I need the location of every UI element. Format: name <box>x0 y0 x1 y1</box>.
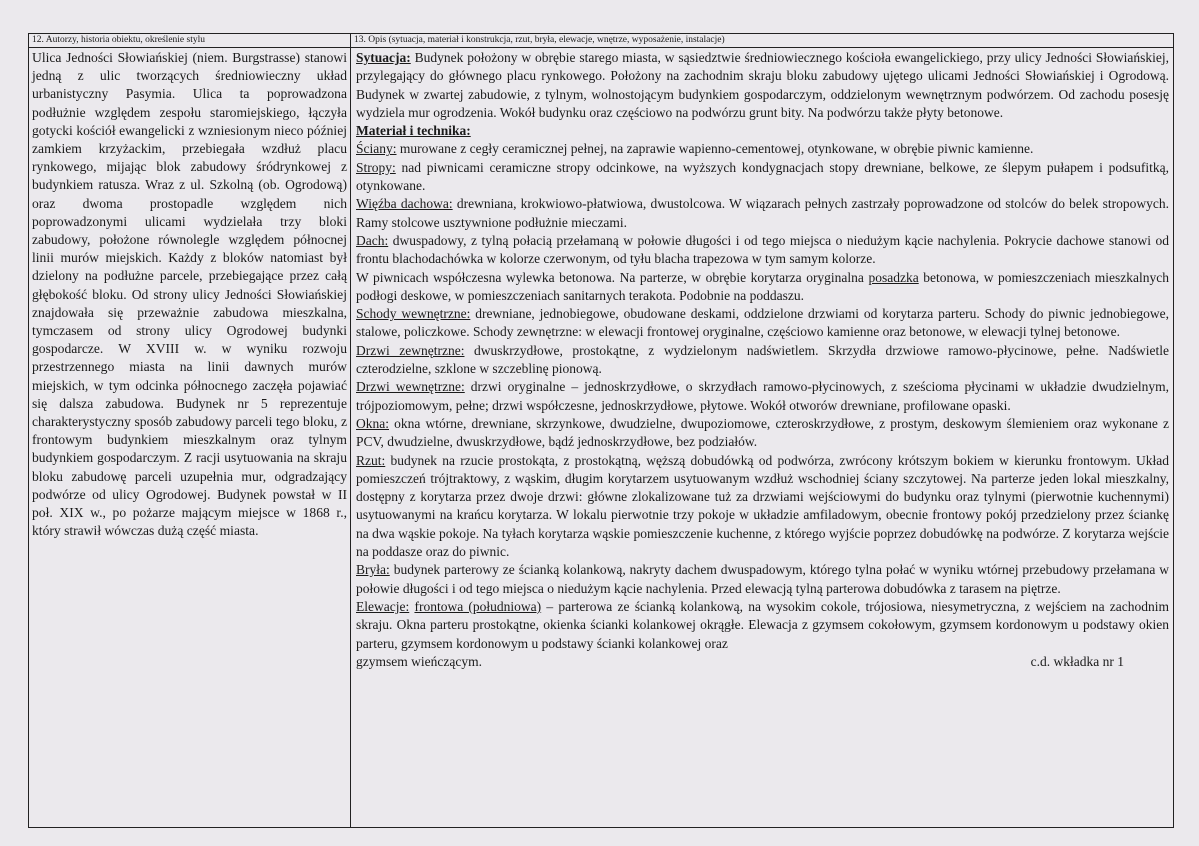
posadzka-label: posadzka <box>868 269 919 285</box>
elewacje-paragraph <box>356 598 1169 653</box>
rzut-text: budynek na rzucie prostokąta, z prostokątną, węższą dobudówką od podwórza, zwrócony krótszym bokiem w kierunku frontowym. Układ pomieszczeń trójtraktowy, z wąskim, długim korytarzem usytuowanym wzdłuż wschodniej ściany szczytowej. Na parterze jeden lokal mieszkalny, dostępny z korytarza przez dwoje drzwi: główne zlokalizowane tuż za drzwiami wejściowymi do budynku oraz tylnymi (pierwotnie kuchennymi) usytuowanymi na krańcu korytarza. W lokalu pierwotnie trzy pokoje w układzie amfiladowym, obecnie frontowy pokój przedzielony przez ściankę na dwa wąskie pokoje. Na tyłach korytarza wąskie pomieszczenie kuchenne, z którego wyjście poprzez dobudówkę na podwórze. Z korytarza wejście na poddasze oraz do piwnic. <box>356 452 1169 560</box>
sciany-label: Ściany: <box>356 141 397 157</box>
wiezba-paragraph <box>356 195 1169 232</box>
drzwi-zew-text: dwuskrzydłowe, prostokątne, z wydzielonym nadświetlem. Skrzydła drzwiowe ramowo-płycinowe, pełne. Nadświetle czterodzielne, szklone w szczeblinę pionową. <box>356 342 1169 377</box>
okna-paragraph <box>356 415 1169 452</box>
history-column <box>29 34 351 827</box>
okna-text: okna wtórne, drewniane, skrzynkowe, dwudzielne, dwupoziomowe, czteroskrzydłowe, z prostym, deskowym ślemieniem oraz wykonane z PCV, dwudzielne, dwuskrzydłowe, bądź jednoskrzydłowe, bez podziałów. <box>356 415 1169 450</box>
drzwi-wew-label: Drzwi wewnętrzne: <box>356 379 465 395</box>
drzwi-zew-paragraph <box>356 342 1169 379</box>
stropy-text: nad piwnicami ceramiczne stropy odcinkowe, na wyższych kondygnacjach stopy drewniane, belkowe, ze ślepym pułapem i podsufitką, otynkowane. <box>356 159 1169 194</box>
elewacje-label: Elewacje: <box>356 598 410 614</box>
history-text: Ulica Jedności Słowiańskiej (niem. Burgstrasse) stanowi jedną z ulic tworzących średniowieczny układ urbanistyczny Pasymia. Ulica ta poprowadzona podłużnie względem zespołu staromiejskiego, łączyła gotycki kościół ewangelicki z wzniesionym nieco później zamkiem krzyżackim, przebiegała wzdłuż placu rynkowego, mijając blok zabudowy śródrynkowej z budynkiem ratusza. Wraz z ul. Szkolną (ob. Ogrodową) oraz dwoma prostopadle względem nich poprowadzonymi ulicami wydzielała trzy bloki zabudowy, położone równolegle względem północnej linii murów miejskich. Każdy z bloków natomiast był dzielony na podłużne parcele, przebiegające przez całą głębokość bloku. Od strony ulicy Jedności Słowiańskiej znajdowała się przeważnie zabudowa mieszkalna, tymczasem od strony ulicy Ogrodowej budynki gospodarcze. W XVIII w. w wyniku rozwoju przestrzennego miasta na linii dawnych murów miejskich, w tym odcinka północnego zaczęła pojawiać się dalsza zabudowa. Budynek nr 5 reprezentuje charakterystyczny sposób zabudowy parceli tego bloku, z frontowym budynkiem mieszkalnym oraz tylnym budynkiem gospodarczym. Z racji usytuowania na skraju bloku zabudowę parceli uzupełnia mur, odgradzający podwórze od ulicy Ogrodowej. Budynek powstał w II poł. XIX w., po pożarze mającym miejsce w 1868 r., który strawił wówczas dużą część miasta. <box>32 50 347 539</box>
dach-paragraph <box>356 232 1169 269</box>
sciany-paragraph <box>356 140 1169 158</box>
posadzka-post: betonowa, w pomieszczeniach mieszkalnych podłogi deskowe, w pomieszczeniach sanitarnych terakota. Podobnie na poddaszu. <box>356 269 1169 303</box>
posadzka-paragraph <box>356 269 1169 306</box>
wiezba-label: Więźba dachowa: <box>356 196 453 212</box>
dach-text: dwuspadowy, z tylną połacią przełamaną w połowie długości i od tego miejsca o niedużym kącie nachylenia. Pokrycie dachowe stanowi od frontu blachodachówka w kolorze czerwonym, od tyłu blacha trapezowa w tym samym kolorze. <box>356 232 1169 267</box>
continued-note: c.d. wkładka nr 1 <box>1030 653 1124 669</box>
bryla-paragraph <box>356 561 1169 598</box>
wiezba-text: drewniana, krokwiowo-płatwiowa, dwustolcowa. W wiązarach pełnych zastrzały poprowadzone od stolców do belek stropowych. Ramy stolcowe usztywnione podłużnie mieczami. <box>356 196 1169 230</box>
bryla-text: budynek parterowy ze ścianką kolankową, nakryty dachem dwuspadowym, którego tylna połać w wyniku wtórnej przebudowy przełamana w połowie długości i od tego miejsca o niedużym kącie nachylenia. Przed elewacją tylną parterowa dobudówka z tarasem na piętrze. <box>356 562 1169 596</box>
form-frame <box>28 33 1174 828</box>
elewacje-last: gzymsem wieńczącym. <box>356 653 482 669</box>
description-column <box>351 34 1173 827</box>
stropy-label: Stropy: <box>356 159 396 175</box>
sytuacja-label: Sytuacja: <box>356 50 411 65</box>
elewacje-text: – parterowa ze ścianką kolankową, na wysokim cokole, trójosiowa, niesymetryczna, z wejściem na zachodnim skraju. Okna parteru prostokątne, okienka ścianki kolankowej okrągłe. Elewacja z gzymsem cokołowym, gzymsem kordonowym u podstawy okien parteru, gzymsem kordonowym u podstawy ścianki kolankowej oraz <box>356 598 1170 651</box>
sytuacja-text: Budynek położony w obrębie starego miasta, w sąsiedztwie średniowiecznego kościoła ewangelickiego, przy ulicy Jedności Słowiańskiej, przylegający do głównego placu rynkowego. Położony na zachodnim skraju bloku zabudowy ujętego ulicami Jedności Słowiańskiej i Ogrodową. Budynek w zwartej zabudowie, z tylnym, wolnostojącym budynkiem gospodarczym, oddzielonym wewnętrznym podwórzem. Od zachodu posesję wydziela mur ogrodzenia. Wokół budynku oraz częściowo na podwórzu grunt bity. Na podwórzu także płyty betonowe. <box>356 50 1169 120</box>
drzwi-wew-text: drzwi oryginalne – jednoskrzydłowe, o skrzydłach ramowo-płycinowych, z sześcioma płycinami w układzie dwudzielnym, trójpoziomowym, pełne; drzwi współczesne, jednoskrzydłowe, płytowe. Wokół otworów drewniane, profilowane opaski. <box>356 379 1169 413</box>
final-line <box>356 653 1169 671</box>
drzwi-zew-label: Drzwi zewnętrzne: <box>356 342 465 358</box>
sytuacja-paragraph <box>356 49 1169 122</box>
schody-paragraph <box>356 305 1169 342</box>
description-text <box>351 48 1173 671</box>
rzut-paragraph <box>356 452 1169 562</box>
bryla-label: Bryła: <box>356 562 390 578</box>
history-header: 12. Autorzy, historia obiektu, określenie stylu <box>29 34 350 48</box>
rzut-label: Rzut: <box>356 452 386 468</box>
posadzka-pre: W piwnicach współczesna wylewka betonowa. Na parterze, w obrębie korytarza oryginalna <box>356 269 869 285</box>
dach-label: Dach: <box>356 232 389 248</box>
material-heading <box>356 122 1169 140</box>
material-heading-label: Materiał i technika: <box>356 123 471 139</box>
description-header: 13. Opis (sytuacja, materiał i konstrukcja, rzut, bryła, elewacje, wnętrze, wyposażenie, instalacje) <box>351 34 1173 48</box>
elewacje-front-label: frontowa (południowa) <box>414 598 542 614</box>
schody-text: drewniane, jednobiegowe, obudowane deskami, oddzielone drzwiami od korytarza parteru. Schody do piwnic jednobiegowe, stalowe, policzkowe. Schody zewnętrzne: w elewacji frontowej oryginalne, częściowo kamienne oraz betonowe, w elewacji tylnej betonowe. <box>356 306 1170 340</box>
drzwi-wew-paragraph <box>356 378 1169 415</box>
schody-label: Schody wewnętrzne: <box>356 306 471 322</box>
okna-label: Okna: <box>356 415 389 431</box>
stropy-paragraph <box>356 159 1169 196</box>
sciany-text: murowane z cegły ceramicznej pełnej, na zaprawie wapienno-cementowej, otynkowane, w obrębie piwnic kamienne. <box>396 141 1034 157</box>
